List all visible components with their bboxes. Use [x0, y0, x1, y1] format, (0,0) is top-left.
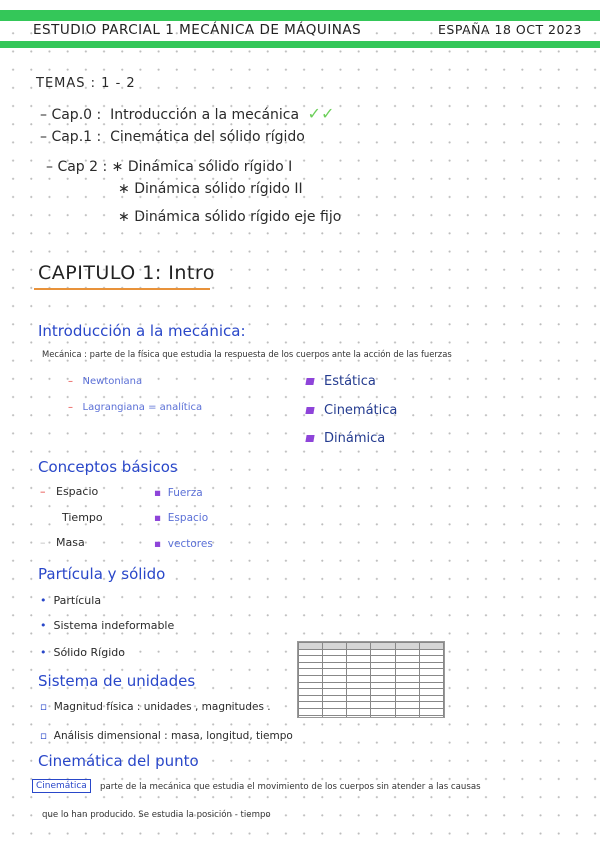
table-cell — [323, 656, 347, 663]
bullet-square-icon — [305, 435, 314, 442]
table-cell — [299, 656, 323, 663]
asterisk-icon: ∗ — [118, 209, 130, 225]
table-cell — [323, 695, 347, 702]
particula-item: • Sólido Rígido — [40, 646, 125, 659]
table-cell — [371, 675, 395, 682]
table-header-cell — [395, 643, 419, 650]
table-cell — [299, 689, 323, 696]
dash: – — [68, 402, 83, 413]
unidades-item: ▫ Magnitud física : unidades , magnitudes . — [40, 701, 271, 713]
table-cell — [323, 689, 347, 696]
header-band-top — [0, 10, 600, 21]
conceptos-right-item: ▪ Fuerza — [154, 487, 203, 499]
table-cell — [419, 649, 443, 656]
bullet-square-icon: ▪ — [154, 512, 168, 524]
cinematica-heading: Cinemática del punto — [38, 752, 199, 770]
table-cell — [419, 656, 443, 663]
table-cell — [323, 662, 347, 669]
table-cell — [395, 695, 419, 702]
page-date: ESPAÑA 18 OCT 2023 — [438, 22, 582, 37]
table-cell — [347, 702, 371, 709]
branch-item: Estática — [306, 374, 376, 389]
temas-item-cap2-b — [118, 181, 303, 197]
table-cell — [323, 708, 347, 715]
table-header-cell — [419, 643, 443, 650]
table-cell — [347, 662, 371, 669]
asterisk-icon: ∗ — [118, 181, 130, 197]
table-cell — [395, 715, 419, 718]
temas-item-cap1 — [40, 129, 305, 145]
table-row — [299, 656, 444, 663]
table-header-cell — [323, 643, 347, 650]
table-header-cell — [347, 643, 371, 650]
cinematica-keyword-box: Cinemática — [32, 779, 91, 793]
temas-item-cap2 — [46, 159, 292, 175]
table-cell — [395, 662, 419, 669]
table-cell — [419, 682, 443, 689]
table-cell — [419, 669, 443, 676]
conceptos-right-item: ▪ Espacio — [154, 512, 209, 524]
table-cell — [395, 689, 419, 696]
table-cell — [419, 702, 443, 709]
bullet-square-icon: ▪ — [154, 538, 168, 550]
temas-title: TEMAS : 1 - 2 — [36, 76, 136, 91]
table-header-cell — [299, 643, 323, 650]
table-cell — [395, 682, 419, 689]
table-cell — [419, 708, 443, 715]
table-row — [299, 662, 444, 669]
chapter-title: CAPITULO 1: Intro — [38, 262, 215, 284]
table-cell — [347, 649, 371, 656]
bullet-square-icon: ▪ — [154, 487, 168, 499]
table-cell — [371, 689, 395, 696]
particula-item: • Sistema indeformable — [40, 619, 175, 632]
temas-item-text: Introducción a la mecánica — [110, 107, 300, 123]
table-cell — [299, 715, 323, 718]
header-band-bottom — [0, 41, 600, 48]
table-cell — [299, 669, 323, 676]
table-cell — [347, 689, 371, 696]
table-cell — [395, 708, 419, 715]
intro-definition: Mecánica : parte de la física que estudia la respuesta de los cuerpos ante la acción de las fuerzas — [42, 349, 452, 359]
table-cell — [299, 695, 323, 702]
table-row — [299, 675, 444, 682]
units-table-wrapper — [297, 641, 445, 718]
table-cell — [347, 669, 371, 676]
cinematica-line-2: que lo han producido. Se estudia la posición - tiempo — [42, 810, 271, 820]
table-cell — [371, 695, 395, 702]
table-cell — [347, 675, 371, 682]
temas-item-text: Dinámica sólido rígido eje fijo — [134, 209, 342, 225]
table-cell — [371, 682, 395, 689]
table-cell — [419, 675, 443, 682]
table-header-row — [299, 643, 444, 650]
table-cell — [371, 708, 395, 715]
dash: – — [40, 536, 56, 549]
table-cell — [371, 702, 395, 709]
table-cell — [323, 715, 347, 718]
table-row — [299, 702, 444, 709]
units-table — [298, 642, 444, 718]
table-cell — [419, 715, 443, 718]
check-icon: ✓✓ — [307, 104, 335, 123]
intro-heading: Introducción a la mecánica: — [38, 322, 246, 340]
table-row — [299, 695, 444, 702]
bullet-dot-icon: • — [40, 646, 54, 659]
table-cell — [347, 695, 371, 702]
table-cell — [395, 669, 419, 676]
table-cell — [299, 662, 323, 669]
table-header-cell — [371, 643, 395, 650]
table-cell — [395, 702, 419, 709]
table-cell — [347, 656, 371, 663]
unidades-item: ▫ Análisis dimensional : masa, longitud, tiempo — [40, 730, 293, 742]
bullet-dot-icon: • — [40, 619, 54, 632]
conceptos-left-item: – Espacio — [40, 485, 99, 498]
temas-item-text: Dinámica sólido rígido II — [134, 181, 303, 197]
table-cell — [371, 649, 395, 656]
table-row — [299, 682, 444, 689]
table-cell — [395, 656, 419, 663]
particula-heading: Partícula y sólido — [38, 565, 166, 583]
unidades-heading: Sistema de unidades — [38, 672, 196, 690]
intro-list-item: – Lagrangiana = analítica — [68, 402, 203, 413]
intro-list-item: – Newtoniana — [68, 376, 143, 387]
table-row — [299, 669, 444, 676]
dash: – — [68, 376, 83, 387]
table-cell — [419, 689, 443, 696]
table-cell — [347, 708, 371, 715]
table-cell — [323, 669, 347, 676]
table-cell — [299, 675, 323, 682]
table-cell — [299, 702, 323, 709]
temas-item-text: Cinemática del sólido rígido — [110, 129, 305, 145]
temas-item-label: Cap 2 : — [57, 159, 108, 175]
conceptos-heading: Conceptos básicos — [38, 458, 178, 476]
temas-item-label: Cap.0 : — [51, 107, 102, 123]
table-cell — [371, 715, 395, 718]
bullet-dot-icon: • — [40, 594, 54, 607]
page-title: ESTUDIO PARCIAL 1 MECÁNICA DE MÁQUINAS — [33, 22, 362, 38]
table-cell — [395, 649, 419, 656]
chapter-underline — [34, 288, 210, 290]
particula-item: • Partícula — [40, 594, 102, 607]
table-row — [299, 708, 444, 715]
conceptos-right-item: ▪ vectores — [154, 538, 213, 550]
dash: – — [40, 485, 56, 498]
temas-item-cap0 — [40, 104, 334, 123]
table-cell — [371, 656, 395, 663]
temas-item-text: Dinámica sólido rígido I — [127, 159, 293, 175]
branch-item: Cinemática — [306, 403, 397, 418]
table-row — [299, 649, 444, 656]
dash: – — [40, 107, 52, 123]
cinematica-line-1: parte de la mecánica que estudia el movimiento de los cuerpos sin atender a las causas — [100, 782, 481, 792]
bullet-square-outline-icon: ▫ — [40, 701, 54, 713]
temas-item-label: Cap.1 : — [51, 129, 102, 145]
bullet-square-outline-icon: ▫ — [40, 730, 54, 742]
table-cell — [323, 675, 347, 682]
table-cell — [323, 649, 347, 656]
table-cell — [371, 662, 395, 669]
dash: – — [46, 159, 58, 175]
table-row — [299, 689, 444, 696]
conceptos-left-item: – Masa — [40, 536, 85, 549]
dash: – — [40, 129, 52, 145]
table-cell — [323, 702, 347, 709]
temas-item-cap2-c — [118, 209, 341, 225]
table-cell — [419, 662, 443, 669]
branch-item: Dinámica — [306, 431, 385, 446]
table-cell — [347, 715, 371, 718]
bullet-square-icon — [305, 378, 314, 385]
conceptos-left-item: Tiempo — [62, 511, 103, 524]
table-cell — [395, 675, 419, 682]
table-cell — [419, 695, 443, 702]
bullet-square-icon — [305, 407, 314, 414]
table-cell — [347, 682, 371, 689]
table-cell — [299, 682, 323, 689]
table-cell — [323, 682, 347, 689]
table-cell — [299, 708, 323, 715]
table-row — [299, 715, 444, 718]
asterisk-icon: ∗ — [111, 159, 124, 175]
table-cell — [371, 669, 395, 676]
table-cell — [299, 649, 323, 656]
